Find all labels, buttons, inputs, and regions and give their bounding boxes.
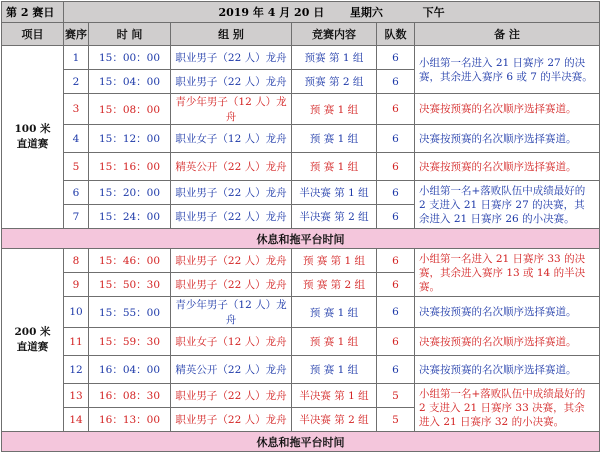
race-teams-cell: 6 — [377, 181, 415, 205]
break-row — [2, 229, 600, 249]
race-row — [2, 94, 600, 125]
period-text: 下午 — [422, 6, 445, 19]
race-seq-cell: 4 — [64, 125, 89, 153]
race-content-cell: 预 赛 1 组 — [292, 125, 377, 153]
race-time-cell: 16：04：00 — [89, 356, 171, 384]
race-row — [2, 356, 600, 384]
race-row — [2, 181, 600, 205]
race-row — [2, 384, 600, 408]
race-row — [2, 328, 600, 356]
event-type: 直道赛 — [16, 138, 49, 150]
race-teams-cell: 6 — [377, 46, 415, 70]
race-seq-cell: 7 — [64, 205, 89, 229]
col-header-teams: 队数 — [377, 23, 415, 46]
date-text: 2019 年 4 月 20 日 — [218, 6, 325, 19]
race-group-cell: 职业男子（22 人）龙舟 — [171, 205, 292, 229]
race-note-cell: 决赛按预赛的名次顺序选择赛道。 — [415, 356, 600, 384]
date-header-row — [2, 2, 600, 23]
race-content-cell: 预 赛 1 组 — [292, 328, 377, 356]
race-seq-cell: 14 — [64, 408, 89, 432]
race-content-cell: 预赛 第 2 组 — [292, 70, 377, 94]
race-time-cell: 15：12：00 — [89, 125, 171, 153]
race-teams-cell: 6 — [377, 153, 415, 181]
race-group-cell: 职业男子（22 人）龙舟 — [171, 249, 292, 273]
race-teams-cell: 6 — [377, 297, 415, 328]
race-time-cell: 15：46：00 — [89, 249, 171, 273]
race-content-cell: 半决赛 第 2 组 — [292, 408, 377, 432]
race-seq-cell: 1 — [64, 46, 89, 70]
race-seq-cell: 5 — [64, 153, 89, 181]
break-label: 休息和拖平台时间 — [2, 229, 600, 249]
race-row — [2, 297, 600, 328]
race-time-cell: 15：04：00 — [89, 70, 171, 94]
race-time-cell: 15：59：30 — [89, 328, 171, 356]
race-teams-cell: 6 — [377, 356, 415, 384]
race-content-cell: 预 赛 1 组 — [292, 356, 377, 384]
event-name-cell — [2, 249, 64, 432]
race-content-cell: 预 赛 1 组 — [292, 94, 377, 125]
break-label: 休息和拖平台时间 — [2, 432, 600, 452]
race-teams-cell: 6 — [377, 328, 415, 356]
race-time-cell: 15：20：00 — [89, 181, 171, 205]
race-group-cell: 职业男子（22 人）龙舟 — [171, 46, 292, 70]
race-time-cell: 15：50：30 — [89, 273, 171, 297]
col-header-seq: 赛序 — [64, 23, 89, 46]
race-time-cell: 15：55：00 — [89, 297, 171, 328]
race-row — [2, 153, 600, 181]
col-header-notes: 备 注 — [415, 23, 600, 46]
race-content-cell: 预 赛 第 1 组 — [292, 249, 377, 273]
race-note-cell: 小组第一名+落败队伍中成绩最好的 2 支进入 21 日赛序 27 的决赛，其余进入 21 日赛序 26 的小决赛。 — [415, 181, 600, 229]
race-seq-cell: 10 — [64, 297, 89, 328]
race-time-cell: 15：08：00 — [89, 94, 171, 125]
race-note-cell: 小组第一名+落败队伍中成绩最好的 2 支进入 21 日赛序 33 决赛，其余进入 21 日赛序 32 的小决赛。 — [415, 384, 600, 432]
race-content-cell: 预 赛 1 组 — [292, 153, 377, 181]
race-content-cell: 预 赛 第 2 组 — [292, 273, 377, 297]
race-group-cell: 职业男子（22 人）龙舟 — [171, 181, 292, 205]
event-name-cell — [2, 46, 64, 229]
race-day-label: 第 2 赛日 — [2, 2, 64, 23]
race-seq-cell: 2 — [64, 70, 89, 94]
break-row — [2, 432, 600, 452]
column-header-row — [2, 23, 600, 46]
race-note-cell: 决赛按预赛的名次顺序选择赛道。 — [415, 153, 600, 181]
race-content-cell: 预赛 第 1 组 — [292, 46, 377, 70]
col-header-event: 项目 — [2, 23, 64, 46]
race-group-cell: 精英公开（22 人）龙舟 — [171, 153, 292, 181]
race-note-cell: 决赛按预赛的名次顺序选择赛道。 — [415, 328, 600, 356]
race-group-cell: 职业男子（22 人）龙舟 — [171, 70, 292, 94]
race-teams-cell: 5 — [377, 408, 415, 432]
race-group-cell: 精英公开（22 人）龙舟 — [171, 356, 292, 384]
race-note-cell: 小组第一名进入 21 日赛序 27 的决赛，其余进入赛序 6 或 7 的半决赛。 — [415, 46, 600, 94]
race-group-cell: 职业男子（22 人）龙舟 — [171, 384, 292, 408]
race-time-cell: 16：13：00 — [89, 408, 171, 432]
col-header-group: 组 别 — [171, 23, 292, 46]
race-content-cell: 半决赛 第 2 组 — [292, 205, 377, 229]
race-teams-cell: 6 — [377, 70, 415, 94]
race-group-cell: 青少年男子（12 人）龙舟 — [171, 94, 292, 125]
race-group-cell: 职业男子（22 人）龙舟 — [171, 408, 292, 432]
race-row — [2, 249, 600, 273]
race-group-cell: 职业女子（12 人）龙舟 — [171, 125, 292, 153]
race-teams-cell: 6 — [377, 249, 415, 273]
schedule-table — [1, 1, 600, 452]
weekday-text: 星期六 — [349, 6, 383, 19]
race-group-cell: 职业男子（22 人）龙舟 — [171, 273, 292, 297]
race-time-cell: 15：24：00 — [89, 205, 171, 229]
race-group-cell: 职业女子（12 人）龙舟 — [171, 328, 292, 356]
race-seq-cell: 13 — [64, 384, 89, 408]
col-header-time: 时 间 — [89, 23, 171, 46]
race-seq-cell: 11 — [64, 328, 89, 356]
race-note-cell: 小组第一名进入 21 日赛序 33 的决赛，其余进入赛序 13 或 14 的半决赛。 — [415, 249, 600, 297]
race-row — [2, 46, 600, 70]
race-seq-cell: 12 — [64, 356, 89, 384]
race-teams-cell: 6 — [377, 205, 415, 229]
race-content-cell: 预 赛 1 组 — [292, 297, 377, 328]
race-group-cell: 青少年男子（12 人）龙舟 — [171, 297, 292, 328]
race-seq-cell: 9 — [64, 273, 89, 297]
event-distance: 200 米 — [14, 326, 51, 338]
race-time-cell: 16：08：30 — [89, 384, 171, 408]
race-content-cell: 半决赛 第 1 组 — [292, 181, 377, 205]
race-time-cell: 15：16：00 — [89, 153, 171, 181]
event-type: 直道赛 — [16, 341, 49, 353]
race-note-cell: 决赛按预赛的名次顺序选择赛道。 — [415, 125, 600, 153]
race-seq-cell: 8 — [64, 249, 89, 273]
race-teams-cell: 6 — [377, 94, 415, 125]
date-line — [64, 2, 600, 23]
event-distance: 100 米 — [14, 123, 51, 135]
col-header-content: 竞赛内容 — [292, 23, 377, 46]
race-note-cell: 决赛按预赛的名次顺序选择赛道。 — [415, 94, 600, 125]
race-note-cell: 决赛按预赛的名次顺序选择赛道。 — [415, 297, 600, 328]
race-seq-cell: 3 — [64, 94, 89, 125]
race-teams-cell: 6 — [377, 273, 415, 297]
race-content-cell: 半决赛 第 1 组 — [292, 384, 377, 408]
race-seq-cell: 6 — [64, 181, 89, 205]
race-teams-cell: 6 — [377, 125, 415, 153]
race-time-cell: 15：00：00 — [89, 46, 171, 70]
race-teams-cell: 5 — [377, 384, 415, 408]
race-row — [2, 125, 600, 153]
